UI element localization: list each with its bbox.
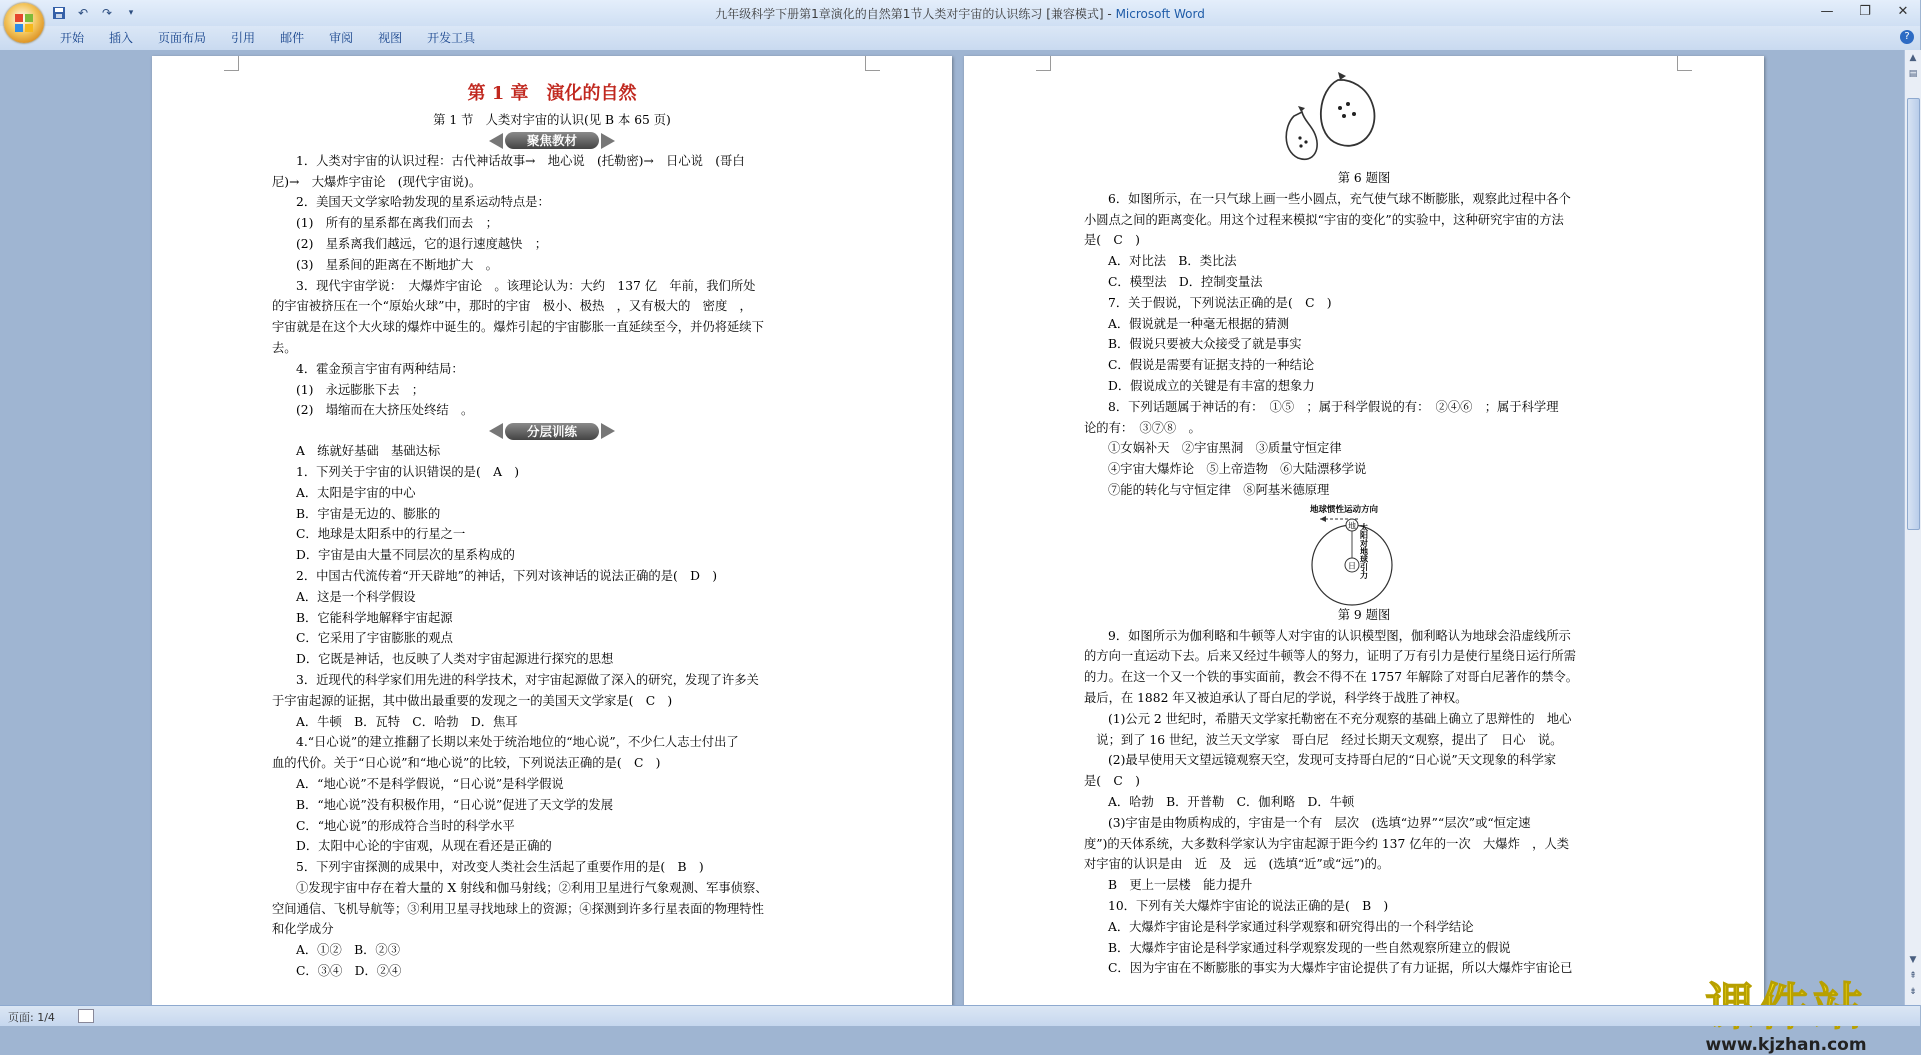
help-icon[interactable]: ?: [1900, 30, 1914, 44]
text-line: D．宇宙是由大量不同层次的星系构成的: [296, 548, 515, 563]
tab-page-layout[interactable]: 页面布局: [158, 31, 207, 45]
text-line: 于宇宙起源的证据，其中做出最重要的发现之一的美国天文学家是( C ): [272, 693, 673, 708]
text-line: 2．中国古代流传着“开天辟地”的神话，下列对该神话的说法正确的是( D ): [296, 568, 718, 583]
text-line: 说；到了 16 世纪，波兰天文学家 哥白尼 经过长期天文观察，提出了 日心 说。: [1084, 732, 1563, 747]
page-2-body: [1084, 70, 1644, 979]
text-line: C．假说是需要有证据支持的一种结论: [1108, 358, 1315, 373]
text-line: D．太阳中心论的宇宙观，从现在看还是正确的: [296, 839, 552, 854]
crop-mark: [865, 56, 880, 71]
text-line: 对宇宙的认识是由 近 及 远 (选填“近”或“远”)的。: [1084, 857, 1390, 872]
text-line: A．“地心说”不是科学假说，“日心说”是科学假说: [296, 776, 564, 791]
banner-label: 分层训练: [505, 423, 599, 440]
text-line: B．“地心说”没有积极作用，“日心说”促进了天文学的发展: [296, 797, 614, 812]
undo-icon[interactable]: ↶: [77, 6, 89, 20]
text-line: 7．关于假说，下列说法正确的是( C ): [1108, 295, 1332, 310]
text-line: C．地球是太阳系中的行星之一: [296, 527, 466, 542]
banner-focus-textbook: [272, 131, 832, 151]
text-line: (2) 塌缩而在大挤压处终结 。: [296, 403, 474, 418]
text-line: A．①② B．②③: [296, 943, 400, 958]
text-line: 4.“日心说”的建立推翻了长期以来处于统治地位的“地心说”，不少仁人志士付出了: [296, 735, 739, 750]
text-line: 1．人类对宇宙的认识过程：古代神话故事→ 地心说 (托勒密)→ 日心说 (哥白: [296, 153, 745, 168]
text-line: A．太阳是宇宙的中心: [296, 485, 416, 500]
tab-view[interactable]: 视图: [378, 31, 403, 45]
prev-page-icon[interactable]: ⇞: [1909, 971, 1917, 981]
minimize-icon[interactable]: —: [1820, 4, 1834, 19]
proofing-icon[interactable]: [78, 1009, 94, 1023]
text-line: (2) 星系离我们越远，它的退行速度越快 ；: [296, 236, 548, 251]
tab-review[interactable]: 审阅: [329, 31, 354, 45]
text-line: C．“地心说”的形成符合当时的科学水平: [296, 818, 515, 833]
figure-6-balloons: [1084, 70, 1644, 168]
page-1-body: [272, 78, 832, 982]
crop-mark: [1036, 56, 1051, 71]
text-line: (1) 所有的星系都在离我们而去 ；: [296, 216, 498, 231]
page-count[interactable]: 页面: 1/4: [8, 1011, 55, 1024]
text-line: 5．下列宇宙探测的成果中，对改变人类社会生活起了重要作用的是( B ): [296, 860, 704, 875]
text-line: 是( C ): [1084, 774, 1140, 789]
text-line: 4．霍金预言宇宙有两种结局：: [296, 361, 464, 376]
paragraph-group: [272, 441, 832, 982]
paragraph-group: [1084, 626, 1644, 980]
text-line: 的力。在这一个又一个铁的事实面前，教会不得不在 1757 年解除了对哥白尼著作的禁令。: [1084, 670, 1579, 685]
text-line: 尼)→ 大爆炸宇宙论 (现代宇宙说)。: [272, 174, 482, 189]
tab-home[interactable]: 开始: [60, 31, 85, 45]
text-line: D．它既是神话，也反映了人类对宇宙起源进行探究的思想: [296, 652, 614, 667]
tab-mailings[interactable]: 邮件: [280, 31, 305, 45]
sun-label: 日: [1348, 561, 1356, 571]
gravity-label: 太阳对地球引力: [1359, 522, 1369, 579]
window-title: [0, 5, 1920, 22]
text-line: A．假说就是一种毫无根据的猜测: [1108, 316, 1290, 331]
text-line: D．假说成立的关键是有丰富的想象力: [1108, 378, 1315, 393]
vertical-scrollbar[interactable]: [1904, 50, 1921, 1005]
tab-insert[interactable]: 插入: [109, 31, 134, 45]
office-logo-icon: [14, 13, 34, 33]
orbit-diagram-icon: [1306, 503, 1416, 607]
text-line: 最后，在 1882 年又被迫承认了哥白尼的学说，科学终于战胜了神权。: [1084, 690, 1468, 705]
text-line: A．哈勃 B．开普勒 C．伽利略 D．牛顿: [1108, 794, 1355, 809]
inertia-direction-label: 地球惯性运动方向: [1310, 504, 1379, 515]
banner-layered-training: [272, 421, 832, 441]
crop-mark: [224, 56, 239, 71]
text-line: C．模型法 D．控制变量法: [1108, 274, 1263, 289]
document-title: 九年级科学下册第1章演化的自然第1节人类对宇宙的认识练习 [兼容模式] -: [715, 7, 1116, 21]
text-line: A．对比法 B．类比法: [1108, 254, 1237, 269]
tab-developer[interactable]: 开发工具: [427, 31, 476, 45]
text-line: A．牛顿 B．瓦特 C．哈勃 D．焦耳: [296, 714, 518, 729]
earth-label: 地: [1348, 521, 1356, 531]
text-line: 是( C ): [1084, 233, 1140, 248]
scroll-down-icon[interactable]: ▼: [1909, 955, 1917, 965]
banner-label: 聚焦教材: [505, 132, 599, 149]
customize-toolbar-icon[interactable]: ▾: [128, 8, 134, 18]
text-line: (3) 星系间的距离在不断地扩大 。: [296, 257, 498, 272]
text-line: 论的有： ③⑦⑧ 。: [1084, 420, 1201, 435]
text-line: 空间通信、飞机导航等；③利用卫星寻找地球上的资源；④探测到许多行星表面的物理特性: [272, 901, 764, 916]
text-line: 小圆点之间的距离变化。用这个过程来模拟“宇宙的变化”的实验中，这种研究宇宙的方法: [1084, 212, 1564, 227]
text-line: C．因为宇宙在不断膨胀的事实为大爆炸宇宙论提供了有力证据，所以大爆炸宇宙论已: [1108, 961, 1573, 976]
tab-references[interactable]: 引用: [231, 31, 256, 45]
text-line: B．它能科学地解释宇宙起源: [296, 610, 453, 625]
text-line: 1．下列关于宇宙的认识错误的是( A ): [296, 464, 520, 479]
balloon-figure-icon: [1274, 70, 1394, 168]
text-line: (3)宇宙是由物质构成的，宇宙是一个有 层次 (选填“边界”“层次”或“恒定速: [1108, 815, 1531, 830]
app-name: Microsoft Word: [1115, 7, 1205, 21]
document-page-1[interactable]: [152, 56, 952, 1016]
text-line: ④宇宙大爆炸论 ⑤上帝造物 ⑥大陆漂移学说: [1108, 462, 1367, 477]
text-line: 度”)的天体系统，大多数科学家认为宇宙起源于距今约 137 亿年的一次 大爆炸 ，人类: [1084, 836, 1570, 851]
text-line: ①女娲补天 ②宇宙黑洞 ③质量守恒定律: [1108, 441, 1342, 456]
ruler-toggle-icon[interactable]: ▤: [1908, 69, 1918, 79]
text-line: (1) 永远膨胀下去 ；: [296, 382, 425, 397]
text-line: 宇宙就是在这个大火球的爆炸中诞生的。爆炸引起的宇宙膨胀一直延续至今，并仍将延续下: [272, 320, 764, 335]
close-icon[interactable]: ✕: [1897, 4, 1909, 19]
text-line: ①发现宇宙中存在着大量的 X 射线和伽马射线；②利用卫星进行气象观测、军事侦察、: [296, 880, 768, 895]
text-line: 去。: [272, 340, 297, 355]
ribbon: [0, 26, 1920, 51]
chapter-title: 第 1 章 演化的自然: [467, 83, 637, 104]
text-line: A 练就好基础 基础达标: [296, 444, 441, 459]
section-title: 第 1 节 人类对宇宙的认识(见 B 本 65 页): [433, 113, 671, 127]
crop-mark: [1677, 56, 1692, 71]
text-line: 6．如图所示，在一只气球上画一些小圆点，充气使气球不断膨胀，观察此过程中各个: [1108, 191, 1571, 206]
title-bar: [0, 0, 1920, 26]
text-line: 2．美国天文学家哈勃发现的星系运动特点是：: [296, 195, 550, 210]
text-line: ⑦能的转化与守恒定律 ⑧阿基米德原理: [1108, 482, 1330, 497]
text-line: 和化学成分: [272, 922, 334, 937]
text-line: A．大爆炸宇宙论是科学家通过科学观察和研究得出的一个科学结论: [1108, 919, 1474, 934]
status-bar: [0, 1005, 1920, 1026]
text-line: 的宇宙被挤压在一个“原始火球”中，那时的宇宙 极小、极热 ，又有极大的 密度 ，: [272, 299, 752, 314]
text-line: (2)最早使用天文望远镜观察天空，发现可支持哥白尼的“日心说”天文现象的科学家: [1108, 753, 1557, 768]
office-button[interactable]: [4, 3, 44, 43]
watermark-url: www.kjzhan.com: [1705, 1035, 1867, 1055]
text-line: B 更上一层楼 能力提升: [1108, 878, 1253, 893]
paragraph-group: [1084, 189, 1644, 501]
text-line: C．③④ D．②④: [296, 964, 402, 979]
text-line: 的方向一直运动下去。后来又经过牛顿等人的努力，证明了万有引力是使行星绕日运行所需: [1084, 649, 1576, 664]
restore-icon[interactable]: ❐: [1859, 4, 1871, 19]
text-line: 10．下列有关大爆炸宇宙论的说法正确的是( B ): [1108, 898, 1389, 913]
text-line: C．它采用了宇宙膨胀的观点: [296, 631, 453, 646]
figure-6-caption: 第 6 题图: [1337, 171, 1391, 185]
text-line: (1)公元 2 世纪时，希腊天文学家托勒密在不充分观察的基础上确立了思辩性的 地心: [1108, 711, 1572, 726]
text-line: 9．如图所示为伽利略和牛顿等人对宇宙的认识模型图，伽利略认为地球会沿虚线所示: [1108, 628, 1571, 643]
figure-9-orbit: [1084, 501, 1644, 605]
text-line: 3．现代宇宙学说： 大爆炸宇宙论 。该理论认为：大约 137 亿 年前，我们所处: [296, 278, 756, 293]
text-line: A．这是一个科学假设: [296, 589, 416, 604]
next-page-icon[interactable]: ⇟: [1909, 987, 1917, 997]
scroll-up-icon[interactable]: ▲: [1909, 53, 1917, 63]
text-line: B．宇宙是无边的、膨胀的: [296, 506, 441, 521]
paragraph-group: [272, 151, 832, 421]
text-line: B．假说只要被大众接受了就是事实: [1108, 337, 1302, 352]
redo-icon[interactable]: ↷: [101, 6, 113, 20]
document-page-2[interactable]: [964, 56, 1764, 1016]
text-line: 8．下列话题属于神话的有： ①⑤ ；属于科学假说的有： ②④⑥ ；属于科学理: [1108, 399, 1559, 414]
text-line: B．大爆炸宇宙论是科学家通过科学观察发现的一些自然观察所建立的假说: [1108, 940, 1511, 955]
scroll-thumb[interactable]: [1907, 98, 1920, 530]
text-line: 3．近现代的科学家们用先进的科学技术，对宇宙起源做了深入的研究，发现了许多关: [296, 672, 759, 687]
text-line: 血的代价。关于“日心说”和“地心说”的比较，下列说法正确的是( C ): [272, 756, 661, 771]
figure-9-caption: 第 9 题图: [1337, 607, 1391, 622]
